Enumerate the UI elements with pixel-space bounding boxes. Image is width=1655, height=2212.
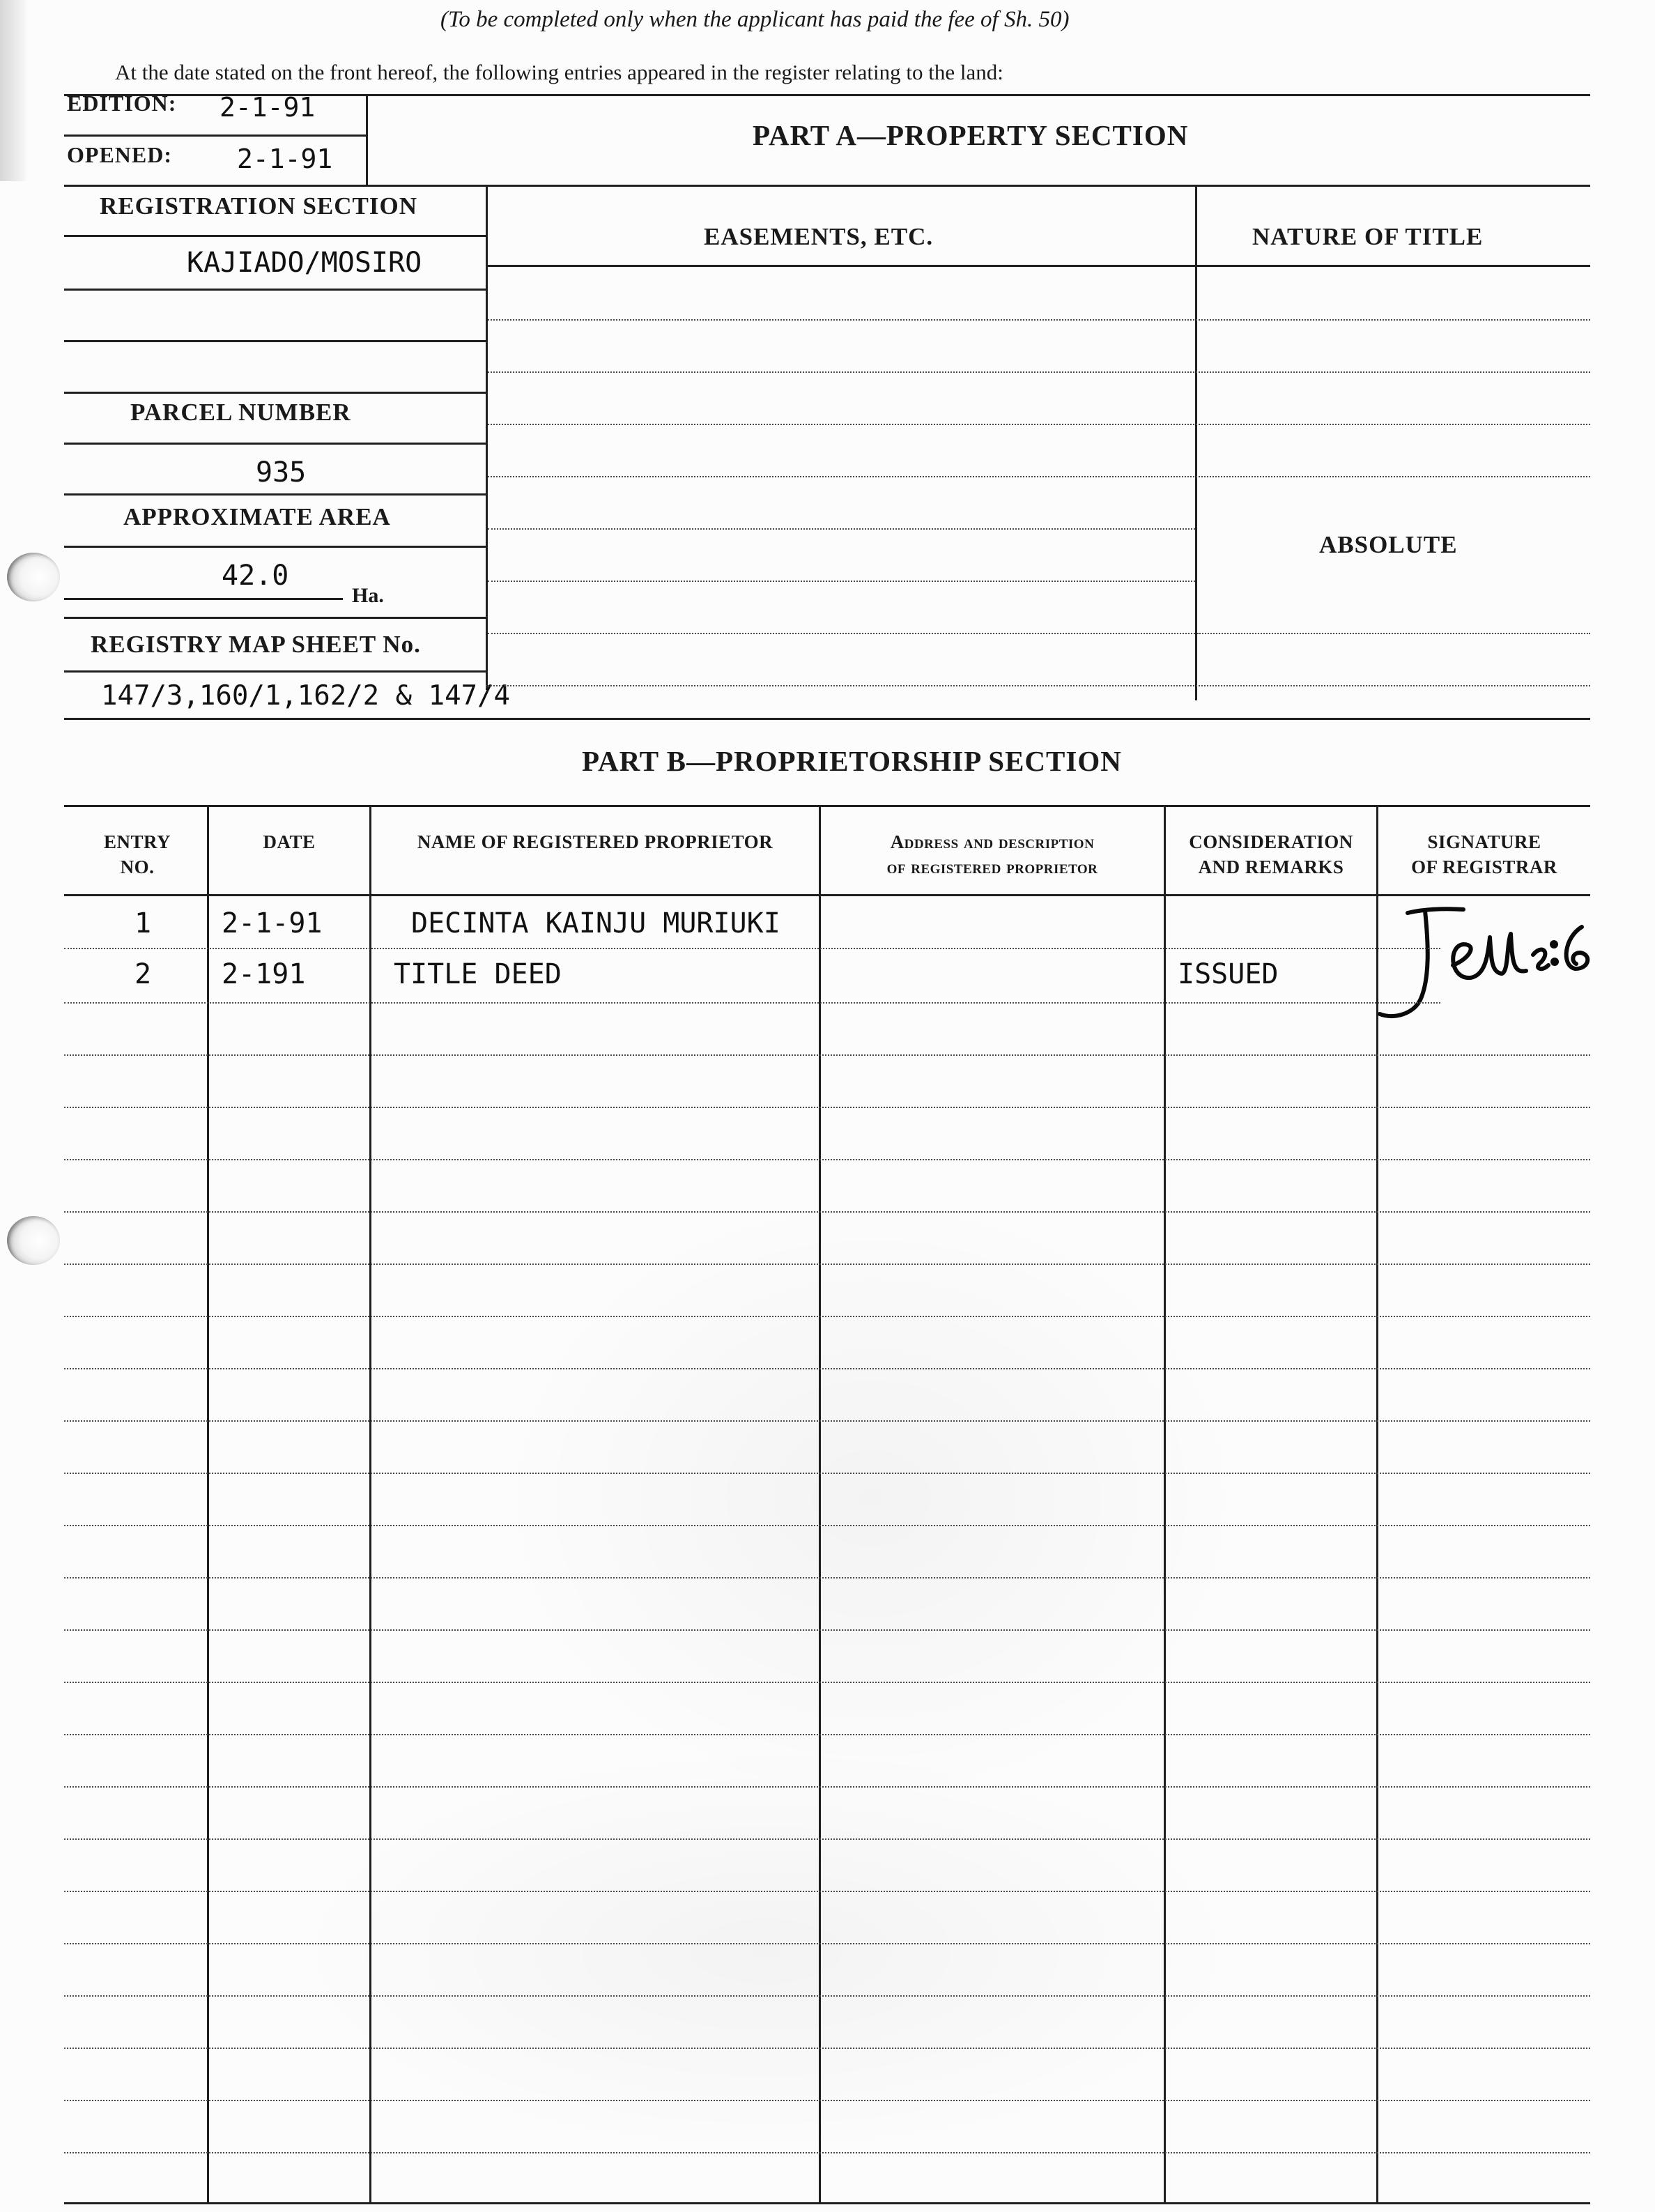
rule [64, 392, 486, 394]
col-date-header: DATE [263, 831, 316, 852]
edition-value: 2-1-91 [220, 92, 316, 123]
col-address-header [821, 829, 1164, 880]
col-consideration-header-line1: CONSIDERATION [1189, 831, 1353, 852]
row-rule [64, 1838, 1590, 1840]
part-a-title: PART A—PROPERTY SECTION [753, 119, 1189, 151]
opened-label: OPENED: [67, 142, 172, 167]
registration-section-label: REGISTRATION SECTION [100, 192, 417, 220]
rule [64, 340, 486, 342]
row-rule [64, 1734, 1590, 1735]
rule [64, 546, 486, 548]
row-rule [64, 1211, 1590, 1213]
dotted-rule [488, 371, 1590, 373]
rule [64, 493, 486, 496]
col-consideration-header [1166, 829, 1376, 880]
col-name-header: NAME OF REGISTERED PROPRIETOR [417, 831, 773, 852]
part-a-header-rule [64, 185, 1590, 187]
parcel-number-value: 935 [256, 456, 307, 489]
approximate-area-value: 42.0 [222, 560, 289, 592]
entry-1-name: DECINTA KAINJU MURIUKI [411, 907, 780, 939]
row-rule [64, 1264, 1590, 1265]
row-rule [64, 1107, 1590, 1108]
row-rule [64, 1473, 1590, 1474]
part-b-title: PART B—PROPRIETORSHIP SECTION [582, 745, 1122, 777]
paper-smudge [279, 1742, 1254, 2160]
dotted-rule [1197, 633, 1590, 634]
dotted-rule [488, 633, 1195, 634]
row-rule [64, 1159, 1590, 1160]
punch-hole-icon [7, 553, 60, 601]
row-rule [64, 1525, 1590, 1526]
col-signature-header-line2: OF REGISTRAR [1411, 857, 1557, 877]
opened-value: 2-1-91 [237, 144, 333, 174]
row-rule [64, 1629, 1590, 1631]
row-rule [64, 2152, 1590, 2153]
rule [64, 443, 486, 445]
row-rule [64, 2100, 1590, 2101]
col-divider-address [1164, 805, 1166, 2204]
edition-divider [366, 94, 368, 187]
part-b-top-rule [64, 805, 1590, 807]
row-rule [64, 948, 1440, 949]
rule [64, 617, 486, 619]
col-entry-header-line2: NO. [120, 857, 155, 877]
nature-of-title-header: NATURE OF TITLE [1252, 223, 1484, 250]
row-rule [64, 1995, 1590, 1997]
row-rule [64, 1577, 1590, 1579]
entry-2-name: TITLE DEED [394, 958, 562, 990]
paper-smudge [488, 1185, 1254, 1812]
map-sheet-label: REGISTRY MAP SHEET No. [91, 631, 421, 658]
part-a-bottom-rule [64, 718, 1590, 720]
easements-header-rule [486, 265, 1590, 267]
punch-hole-icon [7, 1216, 60, 1265]
dotted-rule [488, 581, 1195, 582]
col-entry-header [68, 829, 207, 880]
entry-2-no: 2 [134, 958, 152, 990]
title-column-divider [1195, 185, 1197, 700]
dotted-rule [488, 424, 1590, 425]
row-rule [64, 1786, 1590, 1788]
edition-label: EDITION: [67, 91, 177, 116]
row-rule [64, 1054, 1590, 1056]
col-signature-header-line1: SIGNATURE [1427, 831, 1541, 852]
page-edge-shadow [0, 0, 28, 181]
area-unit: Ha. [352, 584, 384, 607]
col-address-header-line1: Address and description [890, 831, 1095, 852]
dotted-rule [486, 685, 1590, 686]
dotted-rule [488, 528, 1195, 530]
entry-1-no: 1 [134, 907, 152, 939]
entry-1-date: 2-1-91 [222, 907, 323, 939]
row-rule [64, 1368, 1590, 1369]
fee-note: (To be completed only when the applicant has paid the fee of Sh. 50) [440, 7, 1070, 32]
registration-section-value: KAJIADO/MOSIRO [187, 247, 422, 279]
col-entry-header-line1: ENTRY [103, 831, 171, 852]
map-sheet-value: 147/3,160/1,162/2 & 147/4 [101, 680, 510, 712]
row-rule [64, 1420, 1590, 1422]
row-rule [64, 2048, 1590, 2049]
parcel-number-label: PARCEL NUMBER [130, 399, 351, 426]
part-b-bottom-rule [64, 2202, 1590, 2204]
registrar-signature [1359, 896, 1610, 1035]
row-rule [64, 1891, 1590, 1892]
left-column-divider [486, 185, 488, 690]
col-divider-date [369, 805, 371, 2204]
dotted-rule [488, 319, 1590, 321]
row-rule [64, 1943, 1590, 1944]
nature-of-title-value: ABSOLUTE [1319, 531, 1458, 558]
row-rule [64, 1682, 1590, 1683]
approximate-area-label: APPROXIMATE AREA [123, 503, 391, 530]
entry-2-consideration: ISSUED [1178, 958, 1279, 990]
col-address-header-line2: of registered proprietor [886, 857, 1098, 877]
rule [64, 235, 486, 237]
rule [64, 670, 486, 673]
col-consideration-header-line2: AND REMARKS [1198, 857, 1344, 877]
col-divider-entry [207, 805, 209, 2204]
intro-text: At the date stated on the front hereof, the following entries appeared in the register relating to the land: [115, 60, 1003, 84]
edition-rule [64, 135, 366, 137]
rule [64, 289, 486, 291]
easements-header: EASEMENTS, ETC. [704, 223, 934, 250]
dotted-rule [488, 476, 1590, 477]
col-signature-header [1378, 829, 1590, 880]
entry-2-date: 2-191 [222, 958, 306, 990]
rule [64, 598, 343, 600]
row-rule [64, 1002, 1440, 1004]
row-rule [64, 1316, 1590, 1317]
col-divider-name [819, 805, 821, 2204]
